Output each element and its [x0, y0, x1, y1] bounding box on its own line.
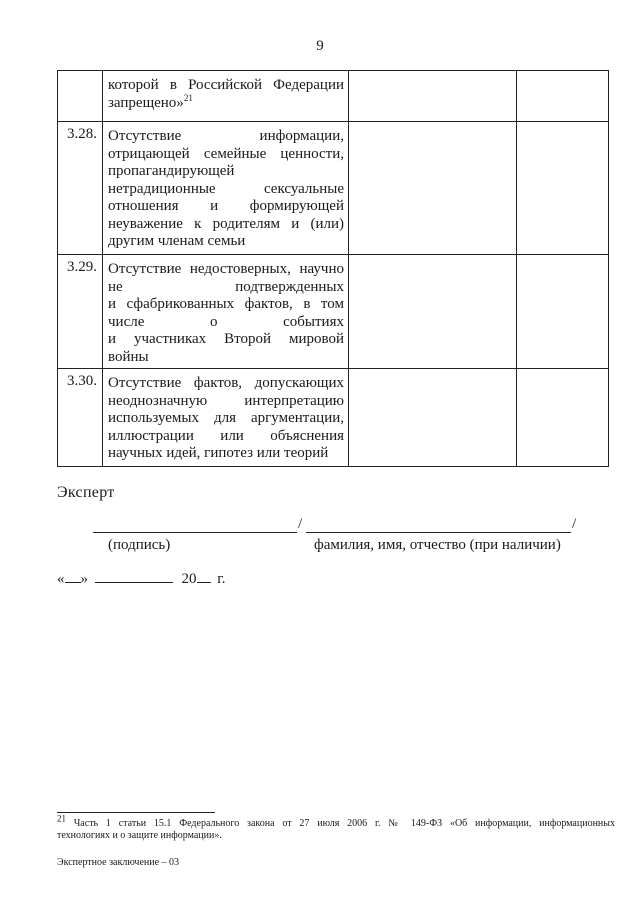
criterion-line: нетрадиционные сексуальные — [108, 180, 344, 197]
table-row — [58, 71, 609, 122]
table-row — [58, 369, 609, 467]
criterion-line: и участниках Второй мировой — [108, 331, 344, 347]
criterion-line: запрещено» — [108, 94, 184, 111]
footnote-divider — [57, 812, 215, 813]
page-number: 9 — [316, 38, 324, 54]
comment-cell — [517, 369, 609, 467]
separator-slash: / — [298, 516, 303, 532]
criteria-table — [57, 70, 609, 467]
criterion-line: которой в Российской Федерации — [108, 77, 344, 93]
close-quote: » — [80, 571, 88, 587]
row-number: 3.28. — [58, 122, 103, 255]
row-number: 3.30. — [58, 369, 103, 467]
expert-label: Эксперт — [57, 484, 115, 501]
answer-cell — [349, 255, 517, 369]
day-field[interactable] — [65, 570, 81, 583]
criterion-text — [103, 255, 349, 369]
criterion-line: и сфабрикованных фактов, в том — [108, 296, 344, 312]
criterion-line: используемых для аргументации, — [108, 410, 344, 426]
criterion-line: Отсутствие недостоверных, научно — [108, 261, 344, 277]
criterion-line: Отсутствие фактов, допускающих — [108, 375, 344, 391]
comment-cell — [517, 71, 609, 122]
row-number: 3.29. — [58, 255, 103, 369]
criterion-line: научных идей, гипотез или теорий — [108, 445, 329, 461]
footnote-ref: 21 — [183, 92, 193, 103]
criterion-line: отношения и формирующей — [108, 198, 344, 214]
criterion-line: неоднозначную интерпретацию — [108, 392, 344, 409]
page-footer: Экспертное заключение – 03 — [57, 857, 180, 868]
criterion-line: другим членам семьи — [108, 233, 246, 249]
row-number — [58, 71, 103, 122]
criterion-text — [103, 71, 349, 122]
open-quote: « — [57, 571, 65, 587]
table-row — [58, 122, 609, 255]
criterion-line: войны — [108, 348, 149, 365]
footnote-line: технологиях и о защите информации». — [57, 830, 222, 841]
full-name-caption: фамилия, имя, отчество (при наличии) — [314, 537, 561, 553]
criterion-line: отрицающей семейные ценности, — [108, 145, 344, 162]
answer-cell — [349, 71, 517, 122]
separator-slash: / — [572, 516, 577, 532]
signature-line[interactable] — [93, 532, 297, 533]
criterion-line: неуважение к родителям и (или) — [108, 215, 344, 232]
month-field[interactable] — [95, 570, 173, 583]
signature-caption: (подпись) — [108, 537, 171, 553]
year-field[interactable] — [197, 570, 211, 583]
criterion-line: числе о событиях — [108, 313, 344, 330]
comment-cell — [517, 122, 609, 255]
criterion-text — [103, 369, 349, 467]
criterion-text — [103, 122, 349, 255]
answer-cell — [349, 122, 517, 255]
table-row — [58, 255, 609, 369]
full-name-line[interactable] — [306, 532, 571, 533]
comment-cell — [517, 255, 609, 369]
year-prefix: 20 — [181, 571, 197, 587]
year-suffix: г. — [217, 571, 226, 587]
criterion-line: иллюстрации или объяснения — [108, 427, 344, 444]
footnote-line: Часть 1 статьи 15.1 Федерального закона от 27 июля 2006 г. № 149-ФЗ «Об информации, информационных — [73, 818, 615, 829]
criterion-line: пропагандирующей — [108, 163, 235, 179]
footnote — [57, 813, 615, 842]
criterion-line: не подтвержденных — [108, 278, 344, 295]
criterion-line: Отсутствие информации, — [108, 128, 344, 144]
answer-cell — [349, 369, 517, 467]
date-row — [57, 570, 225, 588]
footnote-number: 21 — [57, 813, 66, 824]
